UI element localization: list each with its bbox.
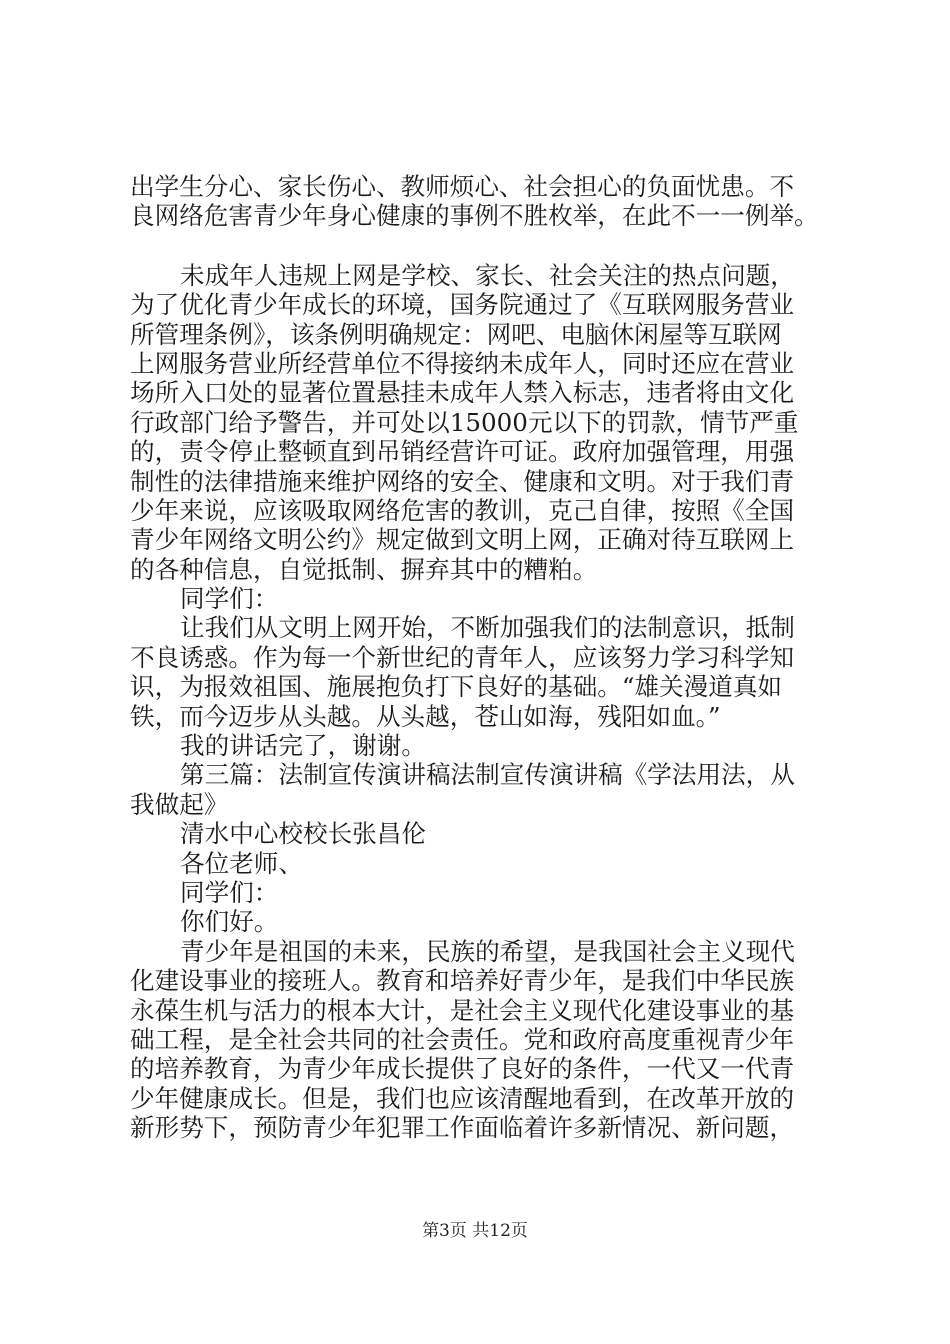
text-line: 不良诱惑。作为每一个新世纪的青年人，应该努力学习科学知 xyxy=(130,642,795,672)
text-line: 永葆生机与活力的根本大计，是社会主义现代化建设事业的基 xyxy=(130,995,795,1025)
salutation: 各位老师、 xyxy=(180,848,303,878)
text-line: 同学们： xyxy=(180,584,279,614)
text-line: 出学生分心、家长伤心、教师烦心、社会担心的负面忧患。不 xyxy=(130,172,795,201)
paragraph-gap xyxy=(130,231,830,261)
author-line: 清水中心校校长张昌伦 xyxy=(180,819,426,849)
text-line: 础工程，是全社会共同的社会责任。党和政府高度重视青少年 xyxy=(130,1024,795,1054)
document-body xyxy=(130,172,830,1143)
text-line: 场所入口处的显著位置悬挂未成年人禁入标志，违者将由文化 xyxy=(130,378,795,408)
text-line: 的，责令停止整顿直到吊销经营许可证。政府加强管理，用强 xyxy=(130,437,795,467)
text-line: 未成年人违规上网是学校、家长、社会关注的热点问题， xyxy=(180,260,795,290)
text-line: 良网络危害青少年身心健康的事例不胜枚举，在此不一一例举。 xyxy=(130,201,819,231)
text-line: 青少年网络文明公约》规定做到文明上网，正确对待互联网上 xyxy=(130,525,795,555)
text-line: 的各种信息，自觉抵制、摒弃其中的糟粕。 xyxy=(130,554,598,584)
text-line: 少年健康成长。但是，我们也应该清醒地看到，在改革开放的 xyxy=(130,1083,795,1113)
text-line: 所管理条例》，该条例明确规定：网吧、电脑休闲屋等互联网 xyxy=(130,319,782,349)
text-line: 为了优化青少年成长的环境，国务院通过了《互联网服务营业 xyxy=(130,290,795,320)
page-footer: 第3页 共12页 xyxy=(422,1221,528,1241)
text-line: 少年来说，应该吸取网络危害的教训，克己自律，按照《全国 xyxy=(130,495,795,525)
text-line: 铁，而今迈步从头越。从头越，苍山如海，残阳如血。” xyxy=(130,701,721,731)
text-line: 的培养教育，为青少年成长提供了良好的条件，一代又一代青 xyxy=(130,1054,795,1084)
text-line: 上网服务营业所经营单位不得接纳未成年人，同时还应在营业 xyxy=(130,348,795,378)
text-line: 新形势下，预防青少年犯罪工作面临着许多新情况、新问题， xyxy=(130,1113,795,1143)
salutation: 同学们： xyxy=(180,877,279,907)
text-line: 识，为报效祖国、施展抱负打下良好的基础。“雄关漫道真如 xyxy=(130,672,783,702)
text-line: 让我们从文明上网开始，不断加强我们的法制意识，抵制 xyxy=(180,613,795,643)
section-heading: 我做起》 xyxy=(130,789,229,819)
text-line: 化建设事业的接班人。教育和培养好青少年，是我们中华民族 xyxy=(130,966,795,996)
text-line: 制性的法律措施来维护网络的安全、健康和文明。对于我们青 xyxy=(130,466,795,496)
section-heading: 第三篇：法制宣传演讲稿法制宣传演讲稿《学法用法，从 xyxy=(180,760,795,790)
text-line: 我的讲话完了，谢谢。 xyxy=(180,731,426,761)
greeting: 你们好。 xyxy=(180,907,279,937)
text-line: 行政部门给予警告，并可处以15000元以下的罚款，情节严重 xyxy=(130,407,799,437)
text-line: 青少年是祖国的未来，民族的希望，是我国社会主义现代 xyxy=(180,936,795,966)
